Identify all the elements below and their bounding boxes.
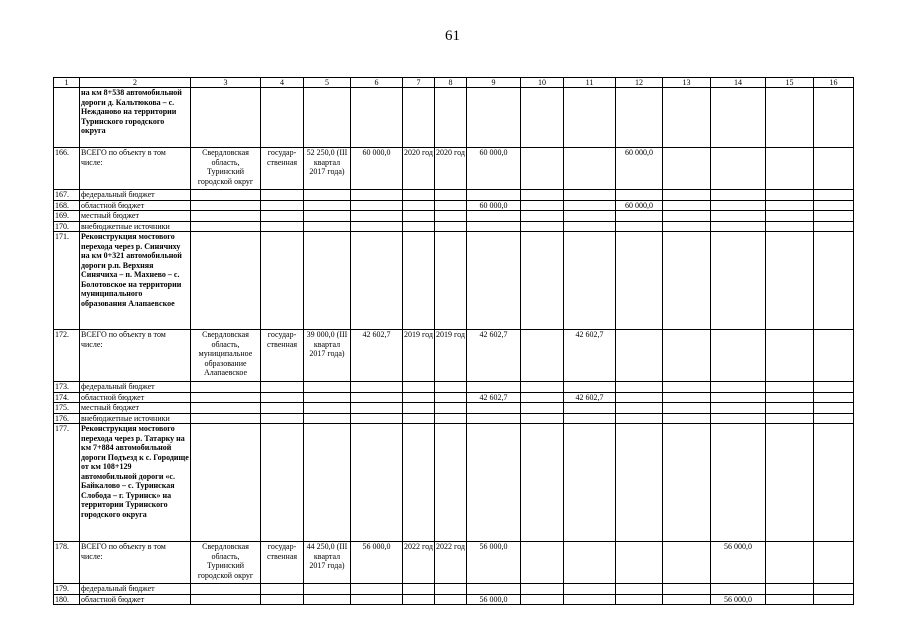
table-row: [54, 211, 854, 222]
cell-c13: [663, 424, 711, 542]
cell-c3: [191, 594, 261, 605]
cell-c8: 2020 год: [435, 148, 467, 190]
row-number: [54, 88, 80, 148]
row-description: федеральный бюджет: [80, 190, 191, 201]
cell-c7: [403, 382, 435, 393]
cell-c12: [616, 221, 663, 232]
cell-c15: [766, 584, 814, 595]
cell-c11: [564, 584, 616, 595]
cell-c7: [403, 88, 435, 148]
cell-c15: [766, 200, 814, 211]
cell-c7: [403, 200, 435, 211]
cell-c11: [564, 542, 616, 584]
column-header: 15: [766, 78, 814, 88]
cell-c10: [521, 424, 564, 542]
cell-c7: 2019 год: [403, 330, 435, 382]
cell-c3: [191, 190, 261, 201]
cell-c8: [435, 88, 467, 148]
cell-c6: [351, 200, 403, 211]
column-header: 5: [304, 78, 351, 88]
cell-c12: [616, 232, 663, 330]
cell-c5: [304, 403, 351, 414]
row-number: 178.: [54, 542, 80, 584]
cell-c8: [435, 594, 467, 605]
cell-c7: [403, 584, 435, 595]
cell-c10: [521, 413, 564, 424]
row-number: 173.: [54, 382, 80, 393]
cell-c14: [711, 584, 766, 595]
cell-c13: [663, 330, 711, 382]
cell-c13: [663, 594, 711, 605]
cell-c16: [814, 200, 854, 211]
cell-c9: 56 000,0: [467, 542, 521, 584]
cell-c4: [261, 413, 304, 424]
cell-c9: 42 602,7: [467, 330, 521, 382]
cell-c13: [663, 382, 711, 393]
cell-c13: [663, 221, 711, 232]
row-description: местный бюджет: [80, 403, 191, 414]
cell-c5: [304, 392, 351, 403]
cell-c8: [435, 413, 467, 424]
cell-c3: [191, 221, 261, 232]
table-row: [54, 200, 854, 211]
cell-c8: 2019 год: [435, 330, 467, 382]
row-number: 180.: [54, 594, 80, 605]
table-row: [54, 413, 854, 424]
cell-c11: [564, 382, 616, 393]
cell-c10: [521, 211, 564, 222]
row-number: 172.: [54, 330, 80, 382]
cell-c12: [616, 330, 663, 382]
cell-c11: [564, 221, 616, 232]
row-description: внебюджетные источники: [80, 413, 191, 424]
cell-c8: [435, 221, 467, 232]
cell-c4: [261, 403, 304, 414]
cell-c16: [814, 88, 854, 148]
table-row: [54, 584, 854, 595]
cell-c10: [521, 392, 564, 403]
column-header: 16: [814, 78, 854, 88]
cell-c6: [351, 221, 403, 232]
cell-c4: [261, 200, 304, 211]
row-description: областной бюджет: [80, 200, 191, 211]
cell-c5: 39 000,0 (III квартал 2017 года): [304, 330, 351, 382]
cell-c16: [814, 542, 854, 584]
row-description: на км 8+538 автомобильной дороги д. Кальтюкова – с. Нежданово на территории Туринского городского округа: [80, 88, 191, 148]
cell-c6: 56 000,0: [351, 542, 403, 584]
cell-c9: [467, 424, 521, 542]
column-header: 4: [261, 78, 304, 88]
cell-c4: [261, 392, 304, 403]
cell-c4: [261, 190, 304, 201]
cell-c12: [616, 190, 663, 201]
cell-c4: [261, 221, 304, 232]
cell-c14: [711, 88, 766, 148]
cell-c12: [616, 584, 663, 595]
cell-c3: Свердловская область, Туринский городской округ: [191, 542, 261, 584]
cell-c10: [521, 190, 564, 201]
cell-c9: [467, 413, 521, 424]
cell-c3: [191, 200, 261, 211]
cell-c7: [403, 232, 435, 330]
column-header: 3: [191, 78, 261, 88]
cell-c3: [191, 584, 261, 595]
cell-c16: [814, 392, 854, 403]
cell-c15: [766, 403, 814, 414]
cell-c14: [711, 221, 766, 232]
cell-c11: [564, 148, 616, 190]
table-row: [54, 330, 854, 382]
cell-c4: государ-ственная: [261, 148, 304, 190]
cell-c6: 60 000,0: [351, 148, 403, 190]
cell-c9: [467, 584, 521, 595]
cell-c13: [663, 148, 711, 190]
cell-c9: [467, 382, 521, 393]
cell-c11: [564, 413, 616, 424]
cell-c10: [521, 232, 564, 330]
cell-c5: [304, 88, 351, 148]
cell-c8: [435, 424, 467, 542]
table-row: [54, 190, 854, 201]
cell-c7: [403, 392, 435, 403]
cell-c5: [304, 584, 351, 595]
cell-c9: 56 000,0: [467, 594, 521, 605]
cell-c13: [663, 211, 711, 222]
cell-c15: [766, 392, 814, 403]
cell-c10: [521, 200, 564, 211]
cell-c14: [711, 200, 766, 211]
cell-c13: [663, 392, 711, 403]
cell-c9: [467, 232, 521, 330]
cell-c7: 2022 год: [403, 542, 435, 584]
table-row: [54, 221, 854, 232]
row-description: областной бюджет: [80, 392, 191, 403]
cell-c14: [711, 232, 766, 330]
cell-c10: [521, 88, 564, 148]
column-header: 7: [403, 78, 435, 88]
cell-c11: [564, 200, 616, 211]
column-header: 12: [616, 78, 663, 88]
cell-c10: [521, 594, 564, 605]
cell-c9: [467, 190, 521, 201]
cell-c16: [814, 584, 854, 595]
cell-c4: [261, 211, 304, 222]
cell-c6: 42 602,7: [351, 330, 403, 382]
cell-c12: 60 000,0: [616, 200, 663, 211]
cell-c5: 52 250,0 (III квартал 2017 года): [304, 148, 351, 190]
cell-c8: [435, 584, 467, 595]
cell-c16: [814, 424, 854, 542]
cell-c12: [616, 211, 663, 222]
cell-c15: [766, 232, 814, 330]
cell-c9: 60 000,0: [467, 148, 521, 190]
row-number: 177.: [54, 424, 80, 542]
cell-c10: [521, 221, 564, 232]
table-row: [54, 403, 854, 414]
cell-c16: [814, 190, 854, 201]
column-header: 6: [351, 78, 403, 88]
cell-c9: [467, 211, 521, 222]
row-number: 166.: [54, 148, 80, 190]
cell-c7: [403, 221, 435, 232]
row-description: Реконструкция мостового перехода через р. Синячиху на км 0+321 автомобильной дороги р.п. Верхняя Синячиха – п. Махнево – с. Болотовское на территории муниципального образования Алапаевское: [80, 232, 191, 330]
column-header: 14: [711, 78, 766, 88]
cell-c3: [191, 382, 261, 393]
cell-c14: [711, 330, 766, 382]
cell-c14: [711, 413, 766, 424]
cell-c15: [766, 382, 814, 393]
cell-c14: [711, 403, 766, 414]
cell-c10: [521, 148, 564, 190]
cell-c8: [435, 392, 467, 403]
table-row: [54, 594, 854, 605]
cell-c15: [766, 148, 814, 190]
column-header: 9: [467, 78, 521, 88]
cell-c16: [814, 148, 854, 190]
column-header: 13: [663, 78, 711, 88]
column-header: 11: [564, 78, 616, 88]
cell-c8: [435, 211, 467, 222]
cell-c15: [766, 424, 814, 542]
table-row: [54, 542, 854, 584]
cell-c13: [663, 88, 711, 148]
cell-c13: [663, 403, 711, 414]
cell-c12: [616, 403, 663, 414]
cell-c11: [564, 232, 616, 330]
cell-c12: [616, 424, 663, 542]
cell-c14: [711, 424, 766, 542]
cell-c9: [467, 88, 521, 148]
cell-c12: [616, 382, 663, 393]
cell-c5: [304, 413, 351, 424]
cell-c5: [304, 424, 351, 542]
row-description: Реконструкция мостового перехода через р. Татарку на км 7+884 автомобильной дороги Подъезд к с. Городище от км 108+129 автомобильной дороги «с. Байкалово – с. Туринская Слобода – г. Туринск» на территории Туринского городского округа: [80, 424, 191, 542]
row-description: федеральный бюджет: [80, 584, 191, 595]
cell-c7: [403, 211, 435, 222]
cell-c11: 42 602,7: [564, 392, 616, 403]
column-header: 10: [521, 78, 564, 88]
cell-c16: [814, 330, 854, 382]
table-row: [54, 88, 854, 148]
cell-c14: [711, 148, 766, 190]
cell-c11: [564, 88, 616, 148]
cell-c16: [814, 211, 854, 222]
cell-c6: [351, 403, 403, 414]
cell-c9: 60 000,0: [467, 200, 521, 211]
cell-c3: [191, 232, 261, 330]
row-number: 176.: [54, 413, 80, 424]
cell-c16: [814, 403, 854, 414]
cell-c15: [766, 221, 814, 232]
cell-c3: Свердловская область, Туринский городской округ: [191, 148, 261, 190]
cell-c9: [467, 403, 521, 414]
row-description: федеральный бюджет: [80, 382, 191, 393]
row-description: ВСЕГО по объекту в том числе:: [80, 542, 191, 584]
cell-c12: [616, 392, 663, 403]
cell-c6: [351, 413, 403, 424]
cell-c5: [304, 200, 351, 211]
row-description: внебюджетные источники: [80, 221, 191, 232]
row-description: местный бюджет: [80, 211, 191, 222]
table-row: [54, 424, 854, 542]
cell-c4: [261, 584, 304, 595]
cell-c15: [766, 413, 814, 424]
page-number: 61: [445, 28, 460, 44]
cell-c6: [351, 584, 403, 595]
cell-c5: [304, 190, 351, 201]
column-header: 1: [54, 78, 80, 88]
table-row: [54, 148, 854, 190]
cell-c13: [663, 232, 711, 330]
cell-c7: [403, 413, 435, 424]
cell-c11: [564, 594, 616, 605]
cell-c4: [261, 232, 304, 330]
cell-c10: [521, 382, 564, 393]
cell-c13: [663, 584, 711, 595]
cell-c9: 42 602,7: [467, 392, 521, 403]
table-row: [54, 392, 854, 403]
cell-c4: государ-ственная: [261, 330, 304, 382]
cell-c10: [521, 330, 564, 382]
row-number: 174.: [54, 392, 80, 403]
cell-c10: [521, 584, 564, 595]
cell-c13: [663, 190, 711, 201]
cell-c13: [663, 413, 711, 424]
cell-c4: [261, 424, 304, 542]
cell-c6: [351, 232, 403, 330]
cell-c5: [304, 221, 351, 232]
cell-c7: [403, 190, 435, 201]
row-description: ВСЕГО по объекту в том числе:: [80, 148, 191, 190]
cell-c5: [304, 211, 351, 222]
row-number: 171.: [54, 232, 80, 330]
cell-c7: [403, 424, 435, 542]
cell-c6: [351, 190, 403, 201]
row-number: 175.: [54, 403, 80, 414]
cell-c12: 60 000,0: [616, 148, 663, 190]
cell-c7: 2020 год: [403, 148, 435, 190]
row-number: 169.: [54, 211, 80, 222]
cell-c15: [766, 594, 814, 605]
cell-c16: [814, 232, 854, 330]
cell-c11: [564, 403, 616, 414]
cell-c12: [616, 88, 663, 148]
cell-c12: [616, 413, 663, 424]
row-number: 167.: [54, 190, 80, 201]
cell-c10: [521, 542, 564, 584]
table-row: [54, 382, 854, 393]
cell-c11: 42 602,7: [564, 330, 616, 382]
cell-c11: [564, 190, 616, 201]
cell-c3: [191, 392, 261, 403]
row-description: ВСЕГО по объекту в том числе:: [80, 330, 191, 382]
cell-c5: [304, 382, 351, 393]
cell-c3: [191, 403, 261, 414]
cell-c16: [814, 413, 854, 424]
cell-c3: [191, 88, 261, 148]
cell-c3: [191, 424, 261, 542]
cell-c15: [766, 542, 814, 584]
cell-c15: [766, 190, 814, 201]
cell-c13: [663, 200, 711, 211]
cell-c3: [191, 413, 261, 424]
cell-c6: [351, 594, 403, 605]
cell-c8: [435, 232, 467, 330]
cell-c5: [304, 594, 351, 605]
cell-c8: [435, 190, 467, 201]
cell-c14: [711, 392, 766, 403]
cell-c15: [766, 88, 814, 148]
cell-c14: [711, 190, 766, 201]
row-number: 170.: [54, 221, 80, 232]
row-number: 168.: [54, 200, 80, 211]
cell-c11: [564, 424, 616, 542]
cell-c4: [261, 88, 304, 148]
cell-c5: 44 250,0 (III квартал 2017 года): [304, 542, 351, 584]
cell-c8: [435, 403, 467, 414]
cell-c7: [403, 403, 435, 414]
cell-c3: [191, 211, 261, 222]
cell-c4: государ-ственная: [261, 542, 304, 584]
cell-c16: [814, 382, 854, 393]
cell-c13: [663, 542, 711, 584]
cell-c16: [814, 221, 854, 232]
cell-c12: [616, 542, 663, 584]
cell-c10: [521, 403, 564, 414]
column-header: 8: [435, 78, 467, 88]
cell-c4: [261, 594, 304, 605]
cell-c8: [435, 200, 467, 211]
cell-c8: 2022 год: [435, 542, 467, 584]
cell-c15: [766, 211, 814, 222]
row-number: 179.: [54, 584, 80, 595]
cell-c16: [814, 594, 854, 605]
cell-c3: Свердловская область, муниципальное образование Алапаевское: [191, 330, 261, 382]
cell-c6: [351, 424, 403, 542]
cell-c14: 56 000,0: [711, 542, 766, 584]
column-header: 2: [80, 78, 191, 88]
cell-c8: [435, 382, 467, 393]
table-header-row: [54, 78, 854, 88]
table-row: [54, 232, 854, 330]
cell-c12: [616, 594, 663, 605]
cell-c14: [711, 211, 766, 222]
cell-c14: [711, 382, 766, 393]
cell-c6: [351, 211, 403, 222]
budget-table: [53, 77, 854, 605]
cell-c5: [304, 232, 351, 330]
cell-c9: [467, 221, 521, 232]
cell-c6: [351, 88, 403, 148]
cell-c11: [564, 211, 616, 222]
row-description: областной бюджет: [80, 594, 191, 605]
cell-c6: [351, 382, 403, 393]
cell-c14: 56 000,0: [711, 594, 766, 605]
cell-c7: [403, 594, 435, 605]
cell-c4: [261, 382, 304, 393]
cell-c15: [766, 330, 814, 382]
cell-c6: [351, 392, 403, 403]
